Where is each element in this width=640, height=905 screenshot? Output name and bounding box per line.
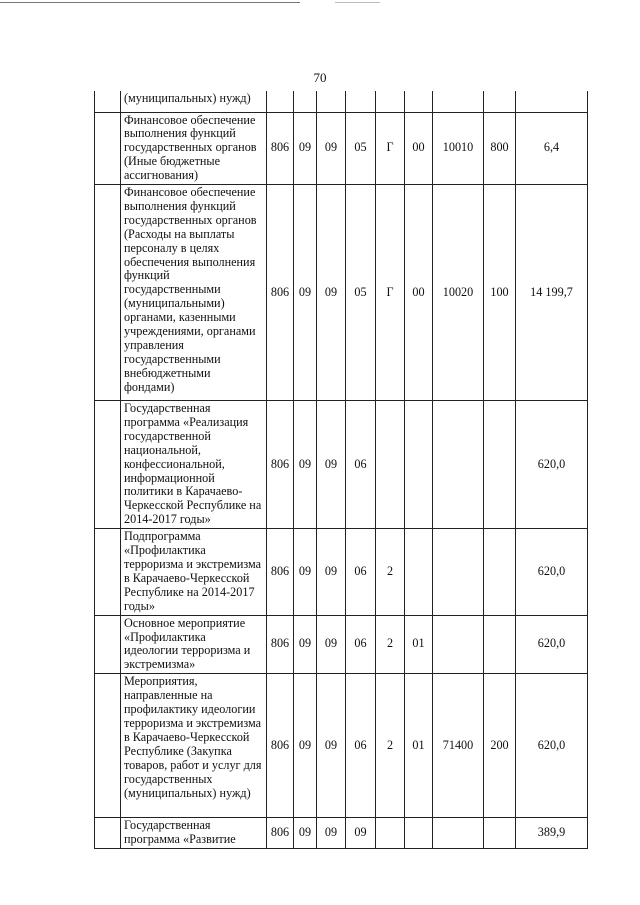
ministry-code: 806 bbox=[267, 112, 294, 185]
page-number: 70 bbox=[313, 70, 327, 85]
amount: 6,4 bbox=[516, 112, 588, 185]
subsection-code: 09 bbox=[317, 529, 346, 615]
amount: 620,0 bbox=[516, 529, 588, 615]
subsection-code: 09 bbox=[317, 674, 346, 818]
program-code bbox=[346, 91, 376, 112]
top-rule-short bbox=[335, 2, 380, 3]
subprogram-code: 2 bbox=[376, 615, 405, 674]
section-code: 09 bbox=[294, 529, 317, 615]
amount: 620,0 bbox=[516, 615, 588, 674]
ministry-code bbox=[267, 91, 294, 112]
amount: 389,9 bbox=[516, 818, 588, 849]
row-margin-cell bbox=[95, 818, 121, 849]
subsection-code: 09 bbox=[317, 615, 346, 674]
section-code: 09 bbox=[294, 674, 317, 818]
table-row bbox=[95, 112, 588, 185]
table-row bbox=[95, 91, 588, 112]
row-margin-cell bbox=[95, 401, 121, 529]
ministry-code: 806 bbox=[267, 818, 294, 849]
subprogram-code: Г bbox=[376, 112, 405, 185]
ministry-code: 806 bbox=[267, 401, 294, 529]
item-name: Финансовое обеспечение выполнения функций государственных органов (Иные бюджетные ассигнования) bbox=[121, 112, 267, 185]
row-margin-cell bbox=[95, 529, 121, 615]
direction-code bbox=[433, 615, 484, 674]
event-code bbox=[405, 401, 433, 529]
subsection-code: 09 bbox=[317, 112, 346, 185]
expense-type-code bbox=[484, 529, 516, 615]
subsection-code: 09 bbox=[317, 818, 346, 849]
section-code: 09 bbox=[294, 818, 317, 849]
item-name: (муниципальных) нужд) bbox=[121, 91, 267, 112]
event-code bbox=[405, 91, 433, 112]
event-code: 01 bbox=[405, 674, 433, 818]
budget-table bbox=[94, 91, 588, 849]
row-margin-cell bbox=[95, 91, 121, 112]
amount: 620,0 bbox=[516, 674, 588, 818]
expense-type-code bbox=[484, 401, 516, 529]
direction-code: 10020 bbox=[433, 185, 484, 401]
event-code bbox=[405, 818, 433, 849]
section-code: 09 bbox=[294, 401, 317, 529]
direction-code bbox=[433, 818, 484, 849]
expense-type-code: 200 bbox=[484, 674, 516, 818]
direction-code bbox=[433, 91, 484, 112]
program-code: 05 bbox=[346, 185, 376, 401]
program-code: 06 bbox=[346, 615, 376, 674]
expense-type-code: 100 bbox=[484, 185, 516, 401]
subprogram-code bbox=[376, 401, 405, 529]
section-code: 09 bbox=[294, 185, 317, 401]
subprogram-code: Г bbox=[376, 185, 405, 401]
ministry-code: 806 bbox=[267, 674, 294, 818]
table-row bbox=[95, 674, 588, 818]
ministry-code: 806 bbox=[267, 529, 294, 615]
expense-type-code: 800 bbox=[484, 112, 516, 185]
item-name: Мероприятия, направленные на профилактику идеологии терроризма и экстремизма в Карачаево-Черкесской Республике (Закупка товаров, работ и услуг для государственных (муниципальных) нужд) bbox=[121, 674, 267, 818]
section-code: 09 bbox=[294, 615, 317, 674]
direction-code bbox=[433, 529, 484, 615]
expense-type-code bbox=[484, 818, 516, 849]
section-code bbox=[294, 91, 317, 112]
row-margin-cell bbox=[95, 674, 121, 818]
subsection-code: 09 bbox=[317, 401, 346, 529]
subsection-code: 09 bbox=[317, 185, 346, 401]
table-row bbox=[95, 401, 588, 529]
subprogram-code: 2 bbox=[376, 529, 405, 615]
subprogram-code bbox=[376, 91, 405, 112]
item-name: Подпрограмма «Профилактика терроризма и экстремизма в Карачаево-Черкесской Республике на 2014-2017 годы» bbox=[121, 529, 267, 615]
event-code: 00 bbox=[405, 185, 433, 401]
event-code: 00 bbox=[405, 112, 433, 185]
row-margin-cell bbox=[95, 185, 121, 401]
table-row bbox=[95, 185, 588, 401]
item-name: Основное мероприятие «Профилактика идеологии терроризма и экстремизма» bbox=[121, 615, 267, 674]
item-name: Государственная программа «Развитие bbox=[121, 818, 267, 849]
row-margin-cell bbox=[95, 112, 121, 185]
row-margin-cell bbox=[95, 615, 121, 674]
subprogram-code bbox=[376, 818, 405, 849]
top-rule bbox=[0, 2, 300, 3]
item-name: Государственная программа «Реализация государственной национальной, конфессиональной, информационной политики в Карачаево-Черкесской Республике на 2014-2017 годы» bbox=[121, 401, 267, 529]
program-code: 05 bbox=[346, 112, 376, 185]
expense-type-code bbox=[484, 91, 516, 112]
direction-code: 10010 bbox=[433, 112, 484, 185]
direction-code bbox=[433, 401, 484, 529]
amount: 620,0 bbox=[516, 401, 588, 529]
ministry-code: 806 bbox=[267, 615, 294, 674]
event-code: 01 bbox=[405, 615, 433, 674]
program-code: 06 bbox=[346, 529, 376, 615]
program-code: 06 bbox=[346, 674, 376, 818]
program-code: 09 bbox=[346, 818, 376, 849]
direction-code: 71400 bbox=[433, 674, 484, 818]
table-row bbox=[95, 529, 588, 615]
event-code bbox=[405, 529, 433, 615]
expense-type-code bbox=[484, 615, 516, 674]
item-name: Финансовое обеспечение выполнения функций государственных органов (Расходы на выплаты персоналу в целях обеспечения выполнения функций государственными (муниципальными) органами, казенными учреждениями, органами управления государственными внебюджетными фондами) bbox=[121, 185, 267, 401]
amount bbox=[516, 91, 588, 112]
table-row bbox=[95, 818, 588, 849]
ministry-code: 806 bbox=[267, 185, 294, 401]
amount: 14 199,7 bbox=[516, 185, 588, 401]
program-code: 06 bbox=[346, 401, 376, 529]
table-row bbox=[95, 615, 588, 674]
section-code: 09 bbox=[294, 112, 317, 185]
subsection-code bbox=[317, 91, 346, 112]
subprogram-code: 2 bbox=[376, 674, 405, 818]
